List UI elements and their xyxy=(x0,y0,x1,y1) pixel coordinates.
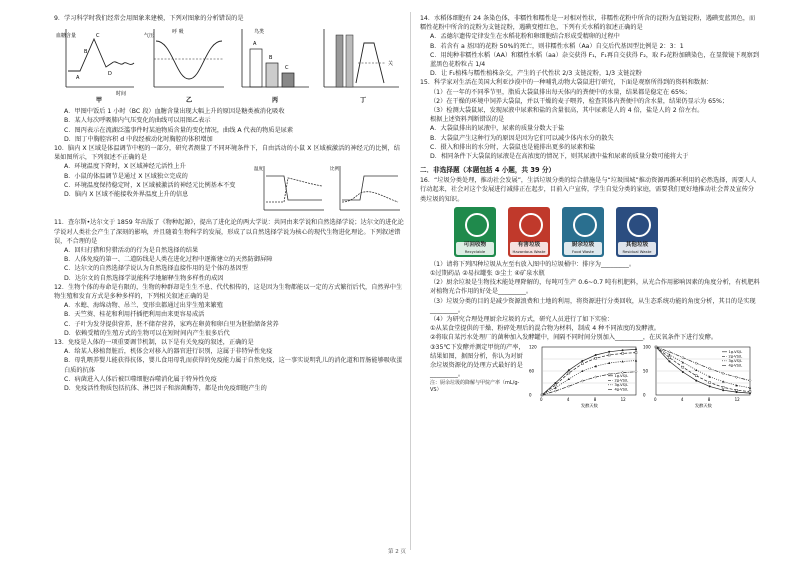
q15-option-c: C．摄入和排出的水分时，大袋鼠也是能排出更多的尿素和盐 xyxy=(430,143,596,151)
chart-1-series-3-point xyxy=(709,367,711,369)
chart-1-series-1-point xyxy=(695,374,697,376)
chart-1-series-1-point xyxy=(736,389,738,391)
chart-1-series-1-point xyxy=(668,356,670,358)
q16-sub-1-items: ①过期药品 ②易拉罐张 ③尘土 ④矿泉水瓶 xyxy=(430,270,545,278)
fig-caption-jia: 甲 xyxy=(96,97,103,104)
chart-0-y-tick: 120 xyxy=(529,344,537,350)
chart-0-series-1-point xyxy=(608,354,610,356)
q16-chart-note: 注：厨余垃圾的降解与甲烷产率（mL/g-VS） xyxy=(430,379,520,393)
bin-food-en: Food Waste xyxy=(572,248,594,254)
q12-option-a: A．水螅、海绵动物、吊兰、变形虫都通过出芽生殖来繁殖 xyxy=(64,302,223,310)
q13-option-a: A．给某人移植肾脏后，机体会对移入的器官进行识别，这属于非特异性免疫 xyxy=(64,348,273,356)
q15-line-4: 根据上述资料判断错误的是 xyxy=(430,116,505,124)
q16-stem: 16．“垃圾分类处理，推动社会发展”，生活垃圾分类的综合措施是与“垃圾围城”推动资源再循环利用的必然选择，需要人人行动起来，社会对这个发展进行减排正在起步，目前入户宣传，学生自觉分类的家庭，需要我们更好地推动社会普及宣传分类垃圾的知识。 xyxy=(420,177,757,203)
q10-ylabel-left: 温度 xyxy=(254,167,263,173)
chart-1-series-2-point xyxy=(682,361,684,363)
bin-hazardous xyxy=(508,207,550,257)
bin-recyclable-caption xyxy=(456,242,494,255)
fig-c-point-c: C xyxy=(285,65,289,72)
chart-0-series-0-point xyxy=(635,348,637,350)
chart-0-series-0-point xyxy=(581,360,583,362)
recycle-icon xyxy=(465,213,489,237)
chart-0-series-3-point xyxy=(608,373,610,375)
fig-yi xyxy=(144,28,224,103)
fig-d-label: 关 xyxy=(388,61,394,68)
q14-option-d: D．让 F₁植株与糯性植株杂交，产生的子代性状 2/3 支链淀粉，1/3 支链淀粉 xyxy=(430,70,642,78)
chart-1-series-3-point xyxy=(722,372,724,374)
chart-1-series-1-point xyxy=(709,381,711,383)
q12-stem: 12．生物个体的寿命是有限的，生物的种群却是生生不息、代代相传的，这是因为生物都能以一定的方式繁衍后代，自然界中生物生殖和发育方式是多种多样的，下列相关叙述正确的是 xyxy=(54,283,403,301)
chart-0-series-2-point xyxy=(621,360,623,362)
fig-c-point-b: B xyxy=(269,55,273,62)
bin-hazardous-zh: 有害垃圾 xyxy=(517,241,541,248)
chart-1-series-3-point xyxy=(682,356,684,358)
chart-0-series-1-point xyxy=(595,357,597,359)
q12-option-b: B．天竺葵、桂花和利用扦插把利用由来更容易成活 xyxy=(64,311,205,319)
chart-1-x-tick: 0 xyxy=(654,396,657,402)
chart-1-series-1-point xyxy=(682,366,684,368)
q10-option-c: C．环境温度保持稳定时，X 区域被激活的神经元比例基本不变 xyxy=(64,181,236,189)
q13-option-b: B．母乳喂养婴儿能获得抗体，婴儿食用母乳而获得的免疫能力属于自然免疫，这一事实说明乳儿的消化道和胃肠能够吸收蛋白质的抗体 xyxy=(64,357,403,374)
chart-0-legend-label: 2g-VS/L xyxy=(614,378,629,383)
chart-0-series-3-point xyxy=(568,385,570,387)
chart-0-series-3-point xyxy=(595,375,597,377)
q10-chart-left xyxy=(254,165,324,210)
q14-stem: 14．水稻体细胞有 24 条染色体，非糯性和糯性是一对相对性状，非糯性花粉中所含的淀粉为直链淀粉，遇碘变蓝黑色，而糯性花粉中所含的淀粉为支链淀粉，遇碘变橙红色，下列有关水稻的叙述正确的是 xyxy=(420,15,756,32)
fig-a-xlabel: 时间 xyxy=(116,91,127,98)
fig-caption-yi: 乙 xyxy=(186,97,193,104)
q10-chart xyxy=(254,162,404,218)
chart-1-series-0-point xyxy=(722,389,724,391)
chart-1-series-0-point xyxy=(709,385,711,387)
q11-option-c: C．达尔文的自然选择学说认为自然选择直接作用的是个体的基因型 xyxy=(64,265,248,273)
q15-line-1: （1）在一年的不同季节里，脂质大袋鼠排出每天体内的粪便中的水量，结果都是稳定在 65%； xyxy=(430,88,691,96)
chart-0-legend-label: 3g-VS/L xyxy=(614,382,629,387)
food-waste-icon xyxy=(573,213,597,237)
chart-1-y-tick: 50 xyxy=(643,368,649,374)
bin-hazardous-en: Hazardous Waste xyxy=(512,248,546,254)
chart-0-y-tick: 0 xyxy=(529,392,532,398)
chart-1-legend-label: 3g-VS/L xyxy=(728,358,743,363)
q11-option-a: A．回归打猎和狩猎活动的行为是自然选择的结果 xyxy=(64,247,199,255)
chart-1-legend-label: 1g-VS/L xyxy=(728,349,743,354)
q11-stem: 11．查尔斯•达尔文于 1859 年出版了《物种起源》，提出了进化论的两大学说：共同由来学说和自然选择学说；达尔文的进化论学说对人类社会产生了深刻的影响，并且随着生物科学的发展，形成了以自然选择学说为核心的现代生物进化理论。下列叙述错误，不合理的是 xyxy=(54,219,404,245)
q16-sub-2: （2）厨余垃圾是生物技术能处理降解的，每吨可生产 0.6~0.7 吨有机肥料，从光合作用影响因素的角度分析，有机肥料对植物光合作用的好处是_________。 xyxy=(430,279,760,296)
chart-0-series-2-point xyxy=(608,361,610,363)
chart-1-series-3-point xyxy=(749,379,751,381)
chart-0-series-0-point xyxy=(608,350,610,352)
bin-food-caption xyxy=(564,242,602,255)
q14-option-b: B．若含有 a 基因的花粉 50%的死亡，则非糯性水稻（Aa）自交后代基因型比例是 2：3：1 xyxy=(430,42,684,50)
chart-1-series-3-point xyxy=(735,376,737,378)
q15-stem: 15．科学家对生活在美国大利亚沙漠中的一种哺乳动物大袋鼠进行研究，下面是观察所得到的资料和数据： xyxy=(420,79,713,87)
q10-options xyxy=(54,162,254,218)
chart-0-series-1-point xyxy=(554,384,556,386)
chart-0-x-tick: 8 xyxy=(593,396,597,402)
q16-sub-4-step-1: ①从某食堂提供的干燥、粉碎处理后的混合物为材料，制成 4 种不同浓度的发酵液。 xyxy=(430,325,660,333)
q13-stem: 13．免疫是人体的一项重要调节机制，以下是有关免疫的叙述，正确的是 xyxy=(54,339,254,347)
q10-ylabel-right: 比例 xyxy=(330,167,339,173)
right-column xyxy=(420,14,760,409)
q15-option-d: D．相同条件下大袋鼠的尿液是在高浓度的情况下，则其尿液中盐和尿素的质量分数可能将大于 xyxy=(430,153,689,161)
chart-1-y-tick: 100 xyxy=(643,344,651,350)
q16-sub-1: （1）请将下列四种垃圾从左至右放入图中的垃圾桶中：排序为_________。 xyxy=(430,260,636,268)
chart-0-series-1-point xyxy=(635,351,637,353)
chart-0-series-0-point xyxy=(622,349,624,351)
fig-c-title: 鸟类 xyxy=(254,29,265,36)
q15-option-a: A．大袋鼠排出的尿液中，尿素的质量分数大于盐 xyxy=(430,125,565,133)
q9-option-b: B．某人每次呼吸肺内气压变化的曲线可以用图乙表示 xyxy=(64,117,211,125)
fig-c-point-a: A xyxy=(253,41,257,48)
chart-0-series-2-point xyxy=(635,359,637,361)
bin-residual-caption xyxy=(618,242,656,255)
q9-option-d: D．图丁中胸腔容积 d 中段经被动化时胸腔的体积增加 xyxy=(64,135,213,143)
chart-1-series-1-point xyxy=(749,390,751,392)
chart-0-series-1-point xyxy=(622,352,624,354)
chart-1-x-tick: 8 xyxy=(707,396,711,402)
chart-0-series-0-point xyxy=(595,354,597,356)
chart-1-x-tick: 12 xyxy=(734,396,740,402)
q9-stem: 9．学习科学时我们经常会用图象来建模，下列对图象的分析错误的是 xyxy=(54,15,244,22)
q15-line-2: （2）在干燥的环境中饲养大袋鼠，并以干燥的麦子喂养，检查其体内粪便中的含水量，结果仍显示为 65%； xyxy=(430,97,729,105)
q14-option-a: A．孟德尔遗传定律发生在水稻花粉和卵细胞结合形成受精卵的过程中 xyxy=(430,33,620,41)
chart-1-series-0-point xyxy=(668,360,670,362)
chart-0-x-tick: 12 xyxy=(620,396,626,402)
chart-1-legend-label: 2g-VS/L xyxy=(728,354,743,359)
bin-food-zh: 厨余垃圾 xyxy=(571,241,595,248)
hazard-icon xyxy=(519,213,543,237)
fig-a-point-a: A xyxy=(76,75,80,82)
q10-body xyxy=(54,162,406,218)
bin-residual-zh: 其他垃圾 xyxy=(625,241,649,248)
q10-option-d: D．脑内 X 区域不能接收外界温度上升的信息 xyxy=(64,191,189,199)
methane-chart-right xyxy=(642,343,756,409)
chart-0-series-0-point xyxy=(568,369,570,371)
q16-step-3-row xyxy=(420,343,760,409)
q16-sub-4-step-3: ③35℃下发酵并测定甲烷的产率，结果如图，据图分析，你认为对厨余垃圾资源化的处理方式最好的是_________。 xyxy=(430,343,525,379)
bin-residual xyxy=(616,207,658,257)
fig-a-point-b: B xyxy=(84,49,88,56)
q16-step-3-text xyxy=(420,343,528,409)
q15-option-b: B．大袋鼠产生这种行为的原因是因为它们可以减少体内水分的散失 xyxy=(430,134,614,142)
q16-sub-3: （3）垃圾分类的目的是减少资源浪费和土地的利用，将资源进行分类回收，从生态系统功能的角度分析，其目的是实现_________。 xyxy=(430,297,756,314)
chart-1-series-0-point xyxy=(682,371,684,373)
q10-stem: 10．脑内 X 区域是体温调节中枢的一部分，研究者测量了不同环境条件下，自由活动的小鼠 X 区域被激活的神经元的比例，结果如图所示，下列叙述不正确的是 xyxy=(54,145,400,162)
chart-1-legend-label: 4g-VS/L xyxy=(728,363,743,368)
fig-caption-ding: 丁 xyxy=(360,97,367,104)
q16-sub-4: （4）为研究合理处理厨余垃圾的方式，研究人员进行了如下实验： xyxy=(430,316,614,324)
bin-recyclable xyxy=(454,207,496,257)
chart-0-legend-label: 1g-VS/L xyxy=(614,373,629,378)
q12-option-c: C．子叶为发芽提供营养，胚不储存营养，家鸡在卵黄和卵白里为胚胎储备营养 xyxy=(64,320,279,328)
bin-food xyxy=(562,207,604,257)
chart-1-y-tick: 0 xyxy=(643,392,646,398)
q16-sub-4-step-2: ②将取自某污水处理厂的菌种加入发酵罐中，间隔不同时间分别加入_________，在厌氧条件下进行发酵。 xyxy=(430,334,718,342)
bin-recyclable-en: Recyclable xyxy=(464,248,486,254)
chart-0-x-tick: 0 xyxy=(540,396,543,402)
page-footer: 第 2 页 xyxy=(388,549,406,555)
q10-option-a: A．环境温度下降时，X 区域神经元活性上升 xyxy=(64,163,186,171)
chart-1-series-0-point xyxy=(736,391,738,393)
chart-0-series-3-point xyxy=(581,379,583,381)
chart-1-series-1-point xyxy=(722,386,724,388)
q14-option-c: C．用纯种非糯性水稻（AA）和糯性水稻（aa）杂交获得 F₁，F₁再自交获得 F₂，取 F₂花粉加碘染色，在显微镜下观察到蓝黑色花粉粒占 1/4 xyxy=(430,51,760,69)
column-divider xyxy=(410,12,411,550)
chart-1-series-2-point xyxy=(749,386,751,388)
chart-0-legend-label: 4g-VS/L xyxy=(614,387,629,392)
chart-0-series-0-point xyxy=(554,382,556,384)
chart-1-series-3-point xyxy=(695,362,697,364)
fig-a-point-d: D xyxy=(108,71,112,78)
fig-ding xyxy=(324,29,399,103)
chart-0-series-1-point xyxy=(568,372,570,374)
q15-line-3: （3）检测大袋鼠尿，发现尿液中尿素和盐的含量很高，其中尿素是人的 4 倍，盐是人的 2 倍左右。 xyxy=(430,107,704,115)
chart-0-series-1-point xyxy=(581,362,583,364)
fig-bing xyxy=(242,28,309,103)
section-2-heading: 二．非选择题（本题包括 4 小题，共 39 分） xyxy=(420,166,556,175)
chart-1-series-2-point xyxy=(695,369,697,371)
chart-1-series-2-point xyxy=(709,375,711,377)
fig-b-ylabel: 气压 xyxy=(144,33,155,40)
residual-waste-icon xyxy=(627,213,651,237)
q11-option-d: D．达尔文的自然选择学说能科学地解释生物多样性的成因 xyxy=(64,274,224,282)
q9-option-c: C．图丙表示在流湖泛滥事件时某池物质含量的变化情况，曲线 A 代表的物质是尿素 xyxy=(64,126,294,134)
q9-figures xyxy=(54,23,406,103)
q12-option-d: D．依赖受精的生殖方式的生物可以在短时间内产生很多后代 xyxy=(64,329,230,337)
chart-1-x-tick: 4 xyxy=(680,396,684,402)
q10-option-b: B．小鼠的体温调节是通过 X 区域独立完成的 xyxy=(64,172,188,180)
chart-0-xlabel: 发酵天数 xyxy=(581,402,598,408)
fig-caption-bing: 丙 xyxy=(272,97,279,104)
bin-residual-en: Residual Waste xyxy=(622,248,652,254)
waste-bins xyxy=(454,207,760,257)
q10-chart-right xyxy=(330,165,400,210)
chart-1-series-0-point xyxy=(695,379,697,381)
chart-0-x-tick: 4 xyxy=(566,396,570,402)
fig-jia xyxy=(56,29,134,103)
q11-option-b: B．人体免疫的第一、二道防线是人类在进化过程中逐渐建立的天然防御屏障 xyxy=(64,256,273,264)
chart-0-series-3-point xyxy=(554,389,556,391)
left-column xyxy=(54,14,406,393)
chart-1-series-2-point xyxy=(668,353,670,355)
q13-option-c: C．病菌进入人体后被巨噬细胞吞噬消化属于特异性免疫 xyxy=(64,375,217,383)
chart-0-series-2-point xyxy=(554,386,556,388)
fig-a-ylabel: 血糖含量 xyxy=(56,33,77,40)
chart-0-series-2-point xyxy=(568,377,570,379)
q9-option-a: A．甲图中饭后 1 小时（BC 段）血糖含量出现大幅上升的原因是糖类被消化吸收 xyxy=(64,108,285,116)
q13-option-d: D．免疫活性物质包括抗体、淋巴因子和溶菌酶等，都是由免疫细胞产生的 xyxy=(64,385,267,393)
chart-0-y-tick: 60 xyxy=(529,368,535,374)
fig-b-title: 呼 吸 xyxy=(172,29,184,36)
chart-1-xlabel: 发酵天数 xyxy=(695,402,712,408)
chart-1-series-3-point xyxy=(668,350,670,352)
methane-chart-left xyxy=(528,343,642,409)
fig-a-point-c: C xyxy=(96,33,100,40)
bin-recyclable-zh: 可回收物 xyxy=(463,241,487,248)
bin-hazardous-caption xyxy=(510,242,548,255)
